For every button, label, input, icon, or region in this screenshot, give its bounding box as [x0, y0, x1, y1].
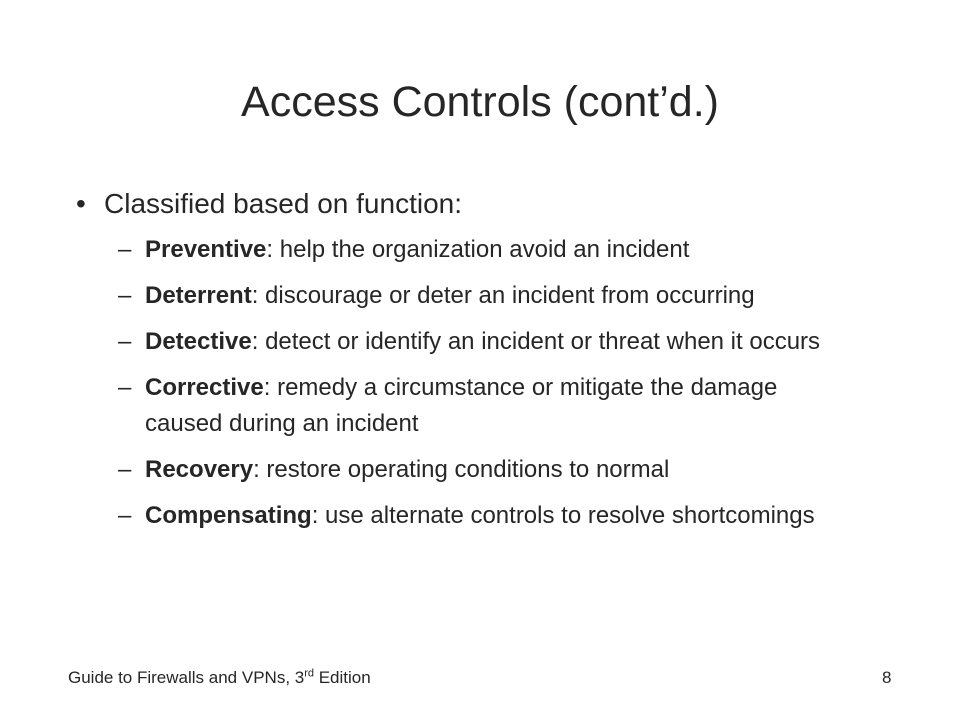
control-type-list [118, 232, 858, 544]
list-item-corrective [118, 370, 858, 442]
dash-marker: – [118, 328, 132, 355]
main-bullet-text: Classified based on function: [104, 188, 462, 219]
dash-marker: – [118, 456, 132, 483]
bullet-dot: • [76, 188, 86, 219]
dash-marker: – [118, 236, 132, 263]
footer-book-superscript: rd [304, 667, 314, 680]
desc-compensating: : use alternate controls to resolve shortcomings [311, 502, 815, 529]
list-item-preventive [118, 232, 858, 268]
desc-deterrent: : discourage or deter an incident from occurring [251, 282, 755, 309]
footer-book-suffix: Edition [314, 668, 371, 687]
footer-book-title [68, 668, 371, 688]
desc-preventive: : help the organization avoid an incident [266, 236, 690, 263]
main-bullet [76, 186, 462, 222]
desc-recovery: : restore operating conditions to normal [253, 456, 670, 483]
list-item-detective [118, 324, 858, 360]
desc-corrective: : remedy a circumstance or mitigate the damage caused during an incident [145, 374, 778, 437]
dash-marker: – [118, 502, 132, 529]
list-item-deterrent [118, 278, 858, 314]
term-deterrent: Deterrent [145, 282, 252, 309]
list-item-recovery [118, 452, 858, 488]
list-item-compensating [118, 498, 858, 534]
dash-marker: – [118, 282, 132, 309]
desc-detective: : detect or identify an incident or threat when it occurs [251, 328, 821, 355]
footer-book-prefix: Guide to Firewalls and VPNs, 3 [68, 668, 305, 687]
dash-marker: – [118, 374, 132, 401]
term-corrective: Corrective [145, 374, 264, 401]
page-number: 8 [882, 668, 892, 687]
term-detective: Detective [145, 328, 252, 355]
term-recovery: Recovery [145, 456, 254, 483]
slide-title: Access Controls (cont’d.) [241, 78, 719, 126]
term-preventive: Preventive [145, 236, 267, 263]
term-compensating: Compensating [145, 502, 312, 529]
